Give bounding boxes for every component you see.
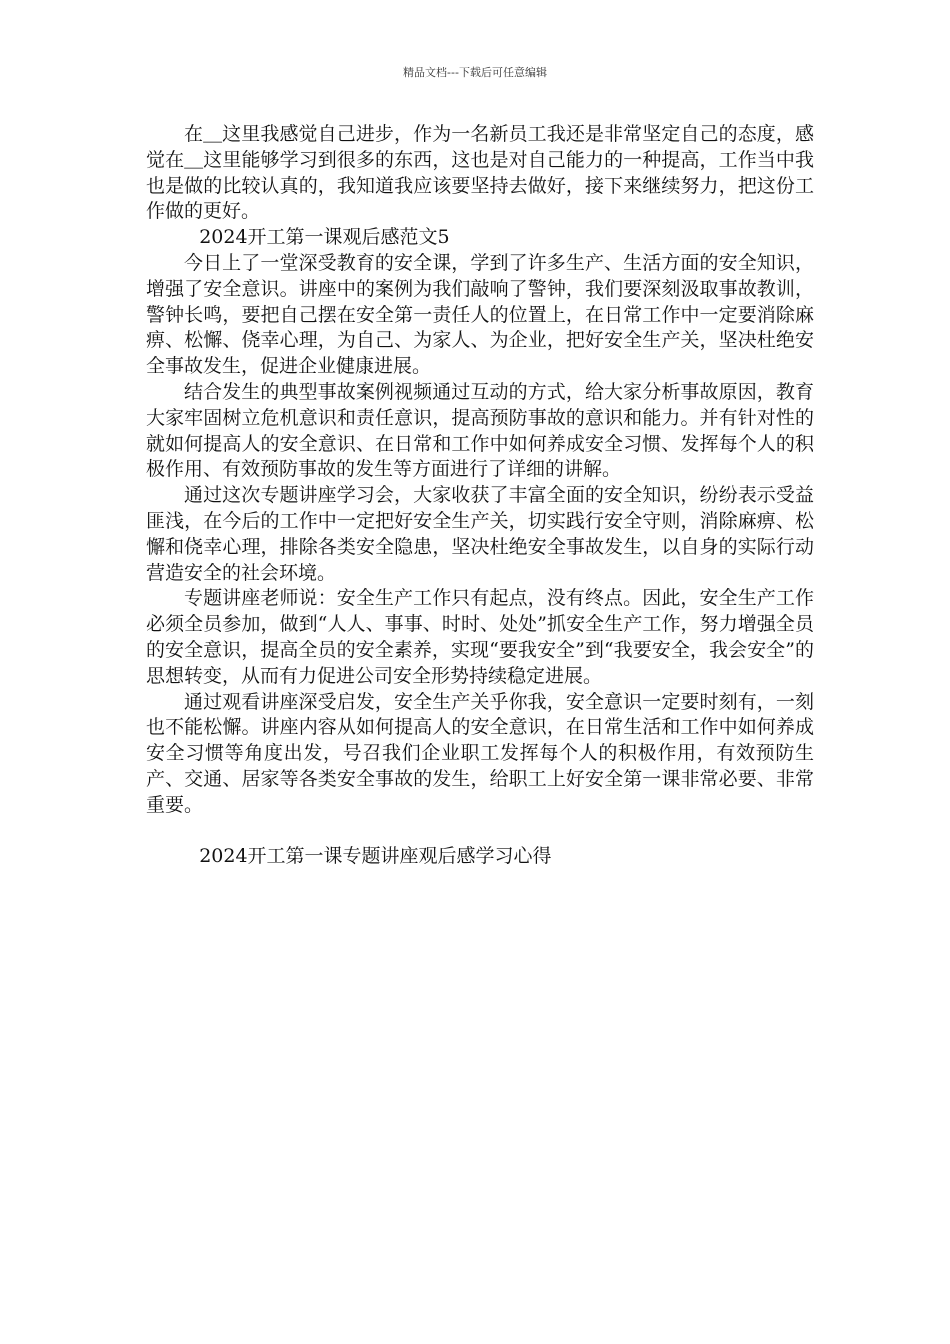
document-body: [146, 122, 814, 870]
paragraph: 专题讲座老师说：安全生产工作只有起点，没有终点。因此，安全生产工作必须全员参加，做到“人人、事事、时时、处处”抓安全生产工作，努力增强全员的安全意识，提高全员的安全素养，实现“要我安全”到“我要安全，我会安全”的思想转变，从而有力促进公司安全形势持续稳定进展。: [146, 587, 814, 687]
next-section-heading: 2024开工第一课专题讲座观后感学习心得: [199, 845, 552, 868]
page-header: 精品文档---下载后可任意编辑: [403, 66, 547, 79]
paragraph: 今日上了一堂深受教育的安全课，学到了许多生产、生活方面的安全知识，增强了安全意识。讲座中的案例为我们敲响了警钟，我们要深刻汲取事故教训，警钟长鸣，要把自己摆在安全第一责任人的位置上，在日常工作中一定要消除麻痹、松懈、侥幸心理，为自己、为家人、为企业，把好安全生产关，坚决杜绝安全事故发生，促进企业健康进展。: [146, 251, 814, 378]
paragraph: 在＿这里我感觉自己进步，作为一名新员工我还是非常坚定自己的态度，感觉在＿这里能够学习到很多的东西，这也是对自己能力的一种提高，工作当中我也是做的比较认真的，我知道我应该要坚持去做好，接下来继续努力，把这份工作做的更好。: [146, 123, 814, 223]
paragraph: 结合发生的典型事故案例视频通过互动的方式，给大家分析事故原因，教育大家牢固树立危机意识和责任意识，提高预防事故的意识和能力。并有针对性的就如何提高人的安全意识、在日常和工作中如何养成安全习惯、发挥每个人的积极作用、有效预防事故的发生等方面进行了详细的讲解。: [146, 380, 814, 481]
paragraph: 通过观看讲座深受启发，安全生产关乎你我，安全意识一定要时刻有，一刻也不能松懈。讲座内容从如何提高人的安全意识，在日常生活和工作中如何养成安全习惯等角度出发，号召我们企业职工发挥每个人的积极作用，有效预防生产、交通、居家等各类安全事故的发生，给职工上好安全第一课非常必要、非常重要。: [146, 690, 814, 816]
paragraph: 通过这次专题讲座学习会，大家收获了丰富全面的安全知识，纷纷表示受益匪浅，在今后的工作中一定把好安全生产关，切实践行安全守则，消除麻痹、松懈和侥幸心理，排除各类安全隐患，坚决杜绝安全事故发生，以自身的实际行动营造安全的社会环境。: [146, 484, 814, 584]
section-heading: 2024开工第一课观后感范文5: [199, 226, 450, 249]
paragraph-spacer: [146, 819, 814, 845]
